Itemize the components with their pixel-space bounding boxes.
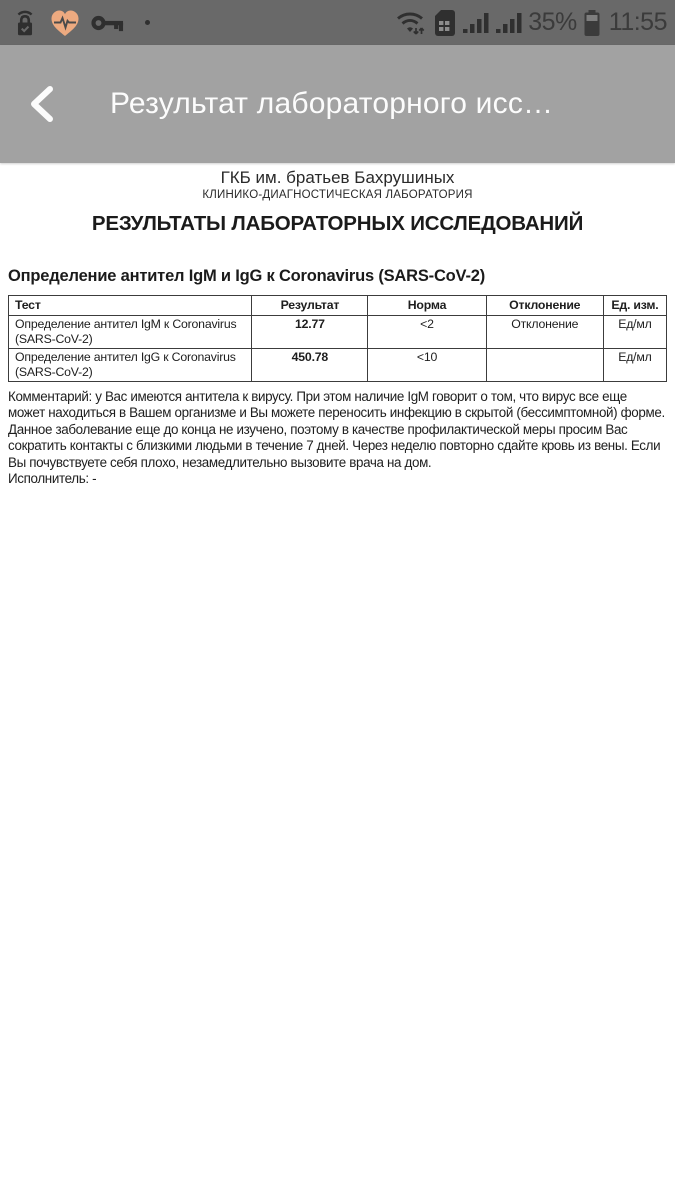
clinic-name: ГКБ им. братьев Бахрушиных bbox=[220, 168, 455, 187]
cell-norm: <10 bbox=[368, 349, 486, 382]
key-icon bbox=[90, 10, 124, 36]
results-table bbox=[8, 295, 667, 382]
col-header-result: Результат bbox=[252, 296, 368, 316]
signal-bars-icon bbox=[462, 9, 490, 37]
col-header-deviation: Отклонение bbox=[486, 296, 603, 316]
sim-card-icon bbox=[433, 8, 457, 38]
document-title: РЕЗУЛЬТАТЫ ЛАБОРАТОРНЫХ ИССЛЕДОВАНИЙ bbox=[91, 212, 584, 235]
executor-line: Исполнитель: - bbox=[8, 471, 97, 487]
col-header-test: Тест bbox=[9, 296, 252, 316]
lab-report-document bbox=[0, 163, 675, 487]
status-bar-notifications bbox=[10, 7, 150, 39]
cell-test: Определение антител IgM к Coronavirus (SARS-CoV-2) bbox=[9, 316, 252, 349]
status-bar-system bbox=[394, 8, 667, 38]
back-chevron-icon bbox=[26, 84, 56, 124]
clinic-department: КЛИНИКО-ДИАГНОСТИЧЕСКАЯ ЛАБОРАТОРИЯ bbox=[202, 189, 473, 201]
table-row bbox=[9, 349, 667, 382]
comment-text: Комментарий: у Вас имеются антитела к вирусу. При этом наличие IgM говорит о том, что вирус все еще может находиться в Вашем организме и Вы можете переносить инфекцию в скрытой (бессимптомной) форме. Данное заболевание еще до конца не изучено, поэтому в качестве профилактической меры просим Вас сократить контакты с близкими людьми в течение 7 дней. Через неделю повторно сдайте кровь из вены. Если Вы почувствуете себя плохо, незамедлительно вызовите врача на дом. bbox=[8, 389, 665, 470]
battery-icon bbox=[582, 8, 602, 38]
cell-unit: Ед/мл bbox=[603, 349, 666, 382]
page-title: Результат лабораторного исс… bbox=[110, 87, 554, 120]
cell-norm: <2 bbox=[368, 316, 486, 349]
section-title: Определение антител IgM и IgG к Coronavirus (SARS-CoV-2) bbox=[8, 267, 486, 285]
table-row bbox=[9, 316, 667, 349]
back-button[interactable] bbox=[26, 84, 56, 124]
cell-unit: Ед/мл bbox=[603, 316, 666, 349]
wifi-with-arrows-icon bbox=[394, 8, 428, 38]
app-header bbox=[0, 45, 675, 163]
cell-result: 450.78 bbox=[252, 349, 368, 382]
secure-lock-signal-icon bbox=[10, 7, 40, 39]
more-notifications-dot-icon bbox=[145, 20, 150, 25]
cell-deviation: Отклонение bbox=[486, 316, 603, 349]
status-bar bbox=[0, 0, 675, 45]
clock: 11:55 bbox=[608, 8, 667, 36]
signal-bars-icon bbox=[495, 9, 523, 37]
col-header-norm: Норма bbox=[368, 296, 486, 316]
health-heart-pulse-icon bbox=[49, 8, 81, 38]
cell-deviation bbox=[486, 349, 603, 382]
col-header-unit: Ед. изм. bbox=[603, 296, 666, 316]
battery-percent: 35% bbox=[528, 8, 577, 36]
table-header-row bbox=[9, 296, 667, 316]
cell-test: Определение антител IgG к Coronavirus (SARS-CoV-2) bbox=[9, 349, 252, 382]
cell-result: 12.77 bbox=[252, 316, 368, 349]
